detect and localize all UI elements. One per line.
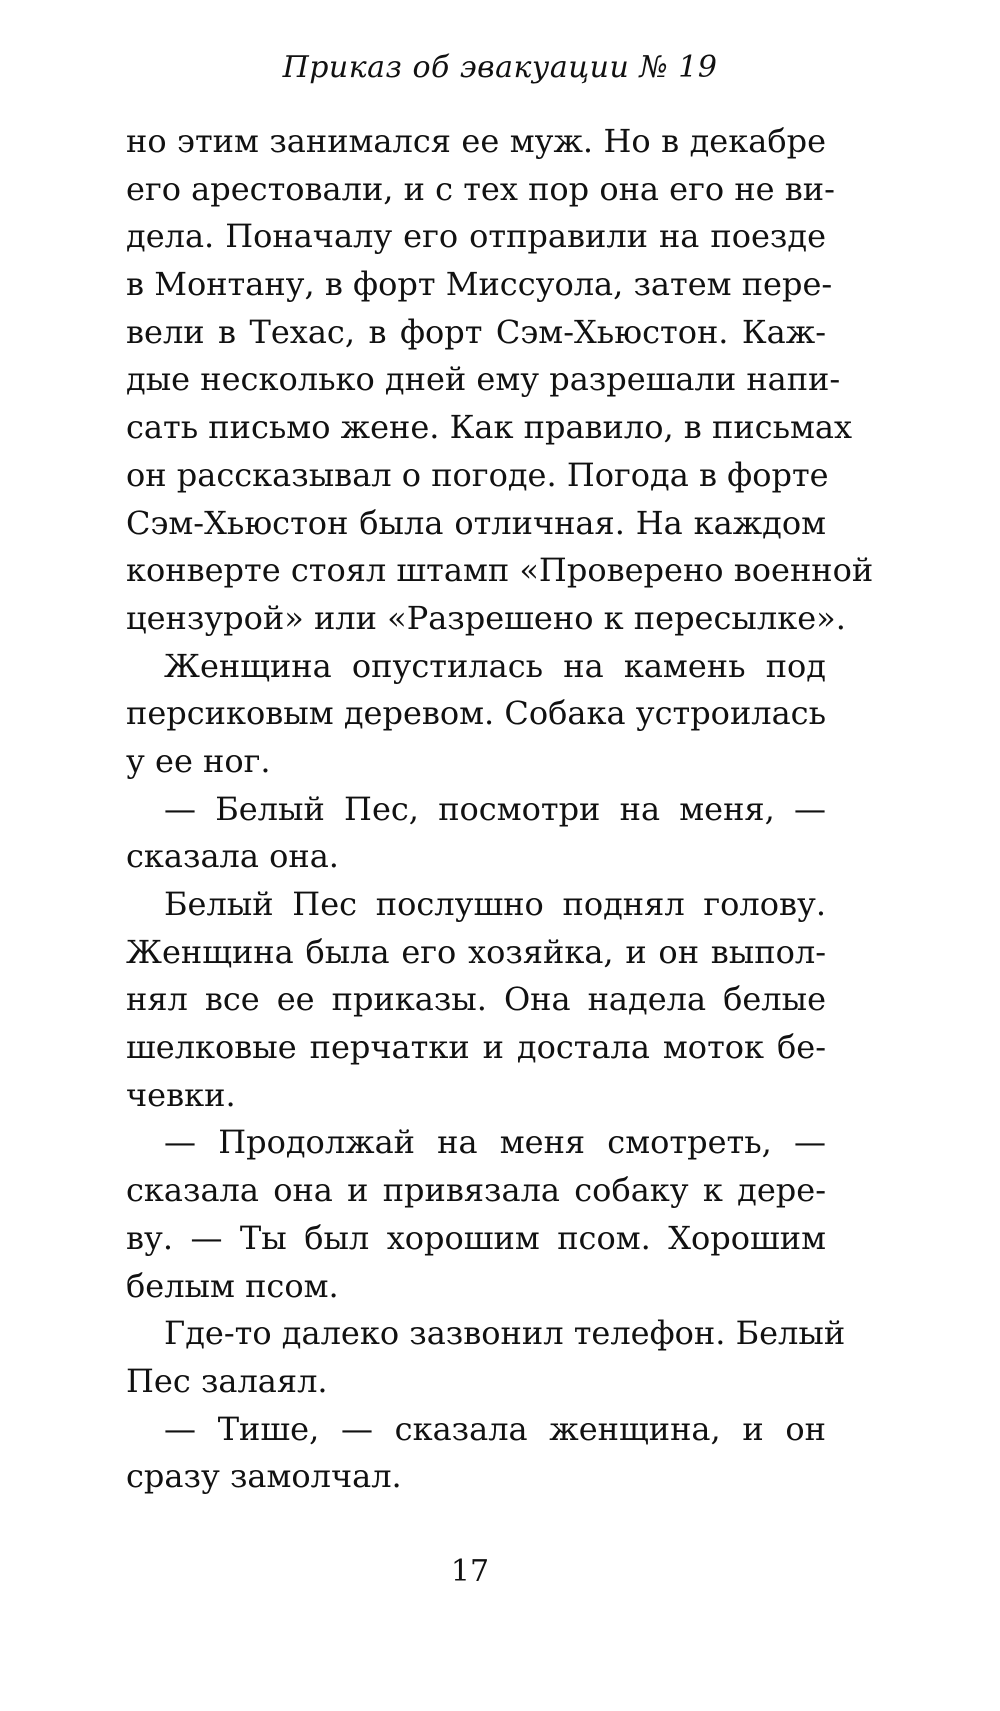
text-line: Пес залаял. xyxy=(126,1361,328,1400)
text-line: чевки. xyxy=(126,1075,236,1114)
text-line: Где-то далеко зазвонил телефон. Белый xyxy=(164,1314,846,1353)
text-line: его арестовали, и с тех пор она его не ви- xyxy=(126,169,835,208)
text-line: у ее ног. xyxy=(126,741,271,780)
page-number: 17 xyxy=(450,1554,490,1589)
text-line: цензурой» или «Разрешено к пересылке». xyxy=(126,598,846,637)
text-line: персиковым деревом. Собака устроилась xyxy=(126,694,827,733)
text-line: белым псом. xyxy=(126,1266,339,1305)
text-line: — Продолжай на меня смотреть, — xyxy=(164,1123,826,1162)
text-line: он рассказывал о погоде. Погода в форте xyxy=(126,455,829,494)
text-line: дела. Поначалу его отправили на поезде xyxy=(126,217,826,256)
text-line: дые несколько дней ему разрешали напи- xyxy=(126,360,841,399)
body-text xyxy=(126,118,874,1501)
text-line: Женщина была его хозяйка, и он выпол- xyxy=(126,932,826,971)
text-line: но этим занимался ее муж. Но в декабре xyxy=(126,122,826,160)
text-line: сать письмо жене. Как правило, в письмах xyxy=(126,408,852,447)
text-line: нял все ее приказы. Она надела белые xyxy=(126,980,826,1019)
text-line: конверте стоял штамп «Проверено военной xyxy=(126,551,874,590)
running-head: Приказ об эвакуации № 19 xyxy=(282,50,718,85)
text-line: в Монтану, в форт Миссуола, затем пере- xyxy=(126,265,833,304)
text-line: — Тише, — сказала женщина, и он xyxy=(164,1409,826,1448)
text-line: сразу замолчал. xyxy=(126,1457,402,1496)
text-line: вели в Техас, в форт Сэм-Хьюстон. Каж- xyxy=(126,312,826,351)
text-line: Сэм-Хьюстон была отличная. На каждом xyxy=(126,503,826,542)
text-line: шелковые перчатки и достала моток бе- xyxy=(126,1028,826,1067)
text-line: ву. — Ты был хорошим псом. Хорошим xyxy=(126,1218,826,1257)
text-line: Женщина опустилась на камень под xyxy=(164,646,826,685)
text-line: — Белый Пес, посмотри на меня, — xyxy=(164,789,826,828)
text-line: Белый Пес послушно поднял голову. xyxy=(164,885,826,923)
text-line: сказала она и привязала собаку к дере- xyxy=(126,1171,826,1210)
text-line: сказала она. xyxy=(126,837,339,876)
